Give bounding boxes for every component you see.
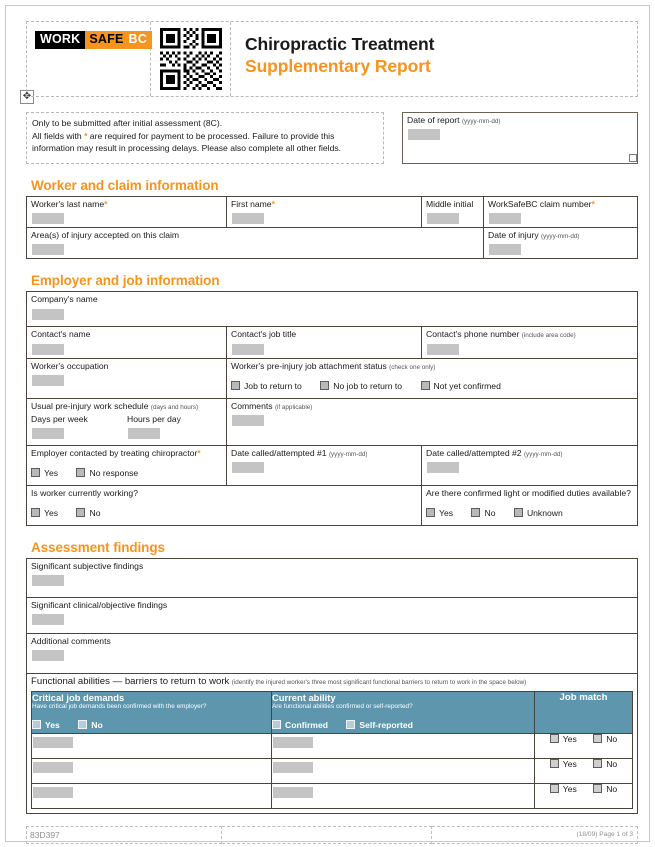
hours-per-day-label: Hours per day [127, 413, 181, 424]
contact-name-label: Contact's name [31, 329, 91, 340]
row2-demand-cell[interactable] [32, 758, 272, 783]
field-objective-findings[interactable] [27, 598, 638, 634]
checkbox-ability-self-reported[interactable]: Self-reported [346, 720, 412, 730]
checkbox-icon[interactable] [471, 508, 480, 517]
move-icon-glyph: ✥ [22, 91, 32, 102]
field-first-name[interactable] [227, 197, 422, 228]
checkbox-icon[interactable] [514, 508, 523, 517]
critical-job-demands-sub: Have critical job demands been confirmed with the employer? [32, 703, 207, 711]
comments-label: Comments (if applicable) [231, 400, 313, 411]
checkbox-critical-demands-no[interactable]: No [78, 720, 102, 730]
checkbox-light-duties-no[interactable]: No [471, 508, 495, 518]
form-footer [26, 826, 638, 844]
table-row [27, 559, 638, 598]
page-frame [5, 5, 650, 842]
row2-ability-input[interactable] [273, 762, 313, 773]
checkbox-row1-match-yes[interactable]: Yes [550, 734, 577, 744]
checkbox-icon[interactable] [31, 508, 40, 517]
field-worker-currently-working [27, 485, 422, 525]
row1-demand-cell[interactable] [32, 733, 272, 758]
date-of-injury-input[interactable] [489, 244, 521, 255]
form-body [26, 21, 638, 844]
functional-abilities-table [31, 691, 633, 809]
middle-initial-input[interactable] [427, 213, 459, 224]
footer-form-code: 83D397 [26, 826, 222, 844]
table-row [32, 783, 633, 808]
checkbox-no-job-to-return-to[interactable]: No job to return to [320, 381, 402, 391]
field-date-called-2[interactable] [422, 445, 638, 485]
checkbox-light-duties-yes[interactable]: Yes [426, 508, 453, 518]
employer-job-table [26, 291, 638, 526]
field-date-of-injury[interactable] [484, 228, 638, 259]
checkbox-worker-working-yes[interactable]: Yes [31, 508, 58, 518]
date-of-report-field[interactable] [402, 112, 638, 164]
row1-demand-input[interactable] [33, 737, 73, 748]
worker-claim-table [26, 196, 638, 259]
col-critical-job-demands [32, 691, 272, 733]
field-contact-phone[interactable] [422, 327, 638, 358]
field-occupation[interactable] [27, 358, 227, 398]
hours-per-day-input[interactable] [128, 428, 160, 439]
areas-of-injury-label: Area(s) of injury accepted on this claim [31, 230, 180, 241]
company-name-input[interactable] [32, 309, 64, 320]
row1-ability-cell[interactable] [272, 733, 535, 758]
title-cell [231, 22, 637, 96]
comments-input[interactable] [232, 415, 264, 426]
table-row [27, 292, 638, 327]
logo-work-text: WORK [35, 31, 85, 49]
row2-ability-cell[interactable] [272, 758, 535, 783]
field-job-attachment-status [227, 358, 638, 398]
checkbox-row2-match-no[interactable]: No [593, 759, 617, 769]
checkbox-icon[interactable] [76, 468, 85, 477]
functional-abilities-section [27, 674, 638, 814]
table-row [27, 445, 638, 485]
table-row [27, 598, 638, 634]
logo-cell [27, 22, 151, 96]
contact-name-input[interactable] [32, 344, 64, 355]
contact-job-title-input[interactable] [232, 344, 264, 355]
table-row [32, 733, 633, 758]
row2-demand-input[interactable] [33, 762, 73, 773]
checkbox-not-yet-confirmed[interactable]: Not yet confirmed [421, 381, 501, 391]
occupation-label: Worker's occupation [31, 360, 109, 371]
checkbox-icon[interactable] [320, 381, 329, 390]
table-row [27, 358, 638, 398]
claim-number-label: WorkSafeBC claim number* [488, 199, 595, 209]
employer-contacted-label: Employer contacted by treating chiropractor* [31, 447, 201, 458]
checkbox-worker-working-no[interactable]: No [76, 508, 100, 518]
checkbox-icon[interactable] [593, 759, 602, 768]
worker-last-name-input[interactable] [32, 213, 64, 224]
field-worker-last-name[interactable] [27, 197, 227, 228]
required-asterisk: * [84, 130, 88, 141]
areas-of-injury-input[interactable] [32, 244, 64, 255]
instructions-row [26, 112, 638, 164]
col-job-match: Job match [535, 691, 633, 733]
date-called-2-label: Date called/attempted #2 (yyyy-mm-dd) [426, 447, 563, 458]
days-per-week-label: Days per week [31, 413, 88, 424]
checkbox-row3-match-no[interactable]: No [593, 784, 617, 794]
checkbox-icon[interactable] [76, 508, 85, 517]
footer-middle [222, 826, 432, 844]
subjective-findings-label: Significant subjective findings [31, 561, 144, 572]
checkbox-light-duties-unknown[interactable]: Unknown [514, 508, 563, 518]
occupation-input[interactable] [32, 375, 64, 386]
checkbox-row3-match-yes[interactable]: Yes [550, 784, 577, 794]
date-format-hint: (yyyy-mm-dd) [461, 118, 501, 125]
company-name-label: Company's name [31, 294, 98, 305]
objective-findings-input[interactable] [32, 614, 64, 625]
logo-bc-text: BC [127, 31, 152, 49]
table-row [27, 197, 638, 228]
date-of-injury-label: Date of injury (yyyy-mm-dd) [488, 230, 580, 241]
date-of-report-label: Date of report (yyyy-mm-dd) [407, 115, 501, 125]
contact-job-title-label: Contact's job title [231, 329, 297, 340]
field-middle-initial[interactable] [422, 197, 484, 228]
field-comments[interactable] [227, 398, 638, 445]
checkbox-icon[interactable] [550, 759, 559, 768]
functional-abilities-title: Functional abilities — barriers to return to work (identify the injured worker's three most significant functional barriers to return to work in the space below) [31, 676, 527, 688]
job-attachment-label: Worker's pre-injury job attachment status (check one only) [231, 360, 436, 371]
checkbox-employer-contacted-yes[interactable]: Yes [31, 468, 58, 478]
checkbox-row2-match-yes[interactable]: Yes [550, 759, 577, 769]
claim-number-input[interactable] [489, 213, 521, 224]
footer-page-info: (18/09) Page 1 of 3 [432, 826, 638, 844]
worksafebc-logo [35, 31, 152, 49]
page-subtitle: Supplementary Report [245, 55, 431, 76]
current-ability-title: Current ability [272, 691, 336, 703]
checkbox-icon[interactable] [593, 734, 602, 743]
row1-ability-input[interactable] [273, 737, 313, 748]
date-called-2-input[interactable] [427, 462, 459, 473]
row3-demand-input[interactable] [33, 787, 73, 798]
additional-comments-label: Additional comments [31, 636, 111, 647]
table-row [27, 398, 638, 445]
qr-code-icon [160, 28, 222, 90]
row2-job-match-cell [535, 758, 633, 783]
table-row [32, 758, 633, 783]
section-heading-employer: Employer and job information [31, 273, 220, 289]
date-called-1-label: Date called/attempted #1 (yyyy-mm-dd) [231, 447, 368, 458]
checkbox-row1-match-no[interactable]: No [593, 734, 617, 744]
checkbox-critical-demands-yes[interactable]: Yes [32, 720, 60, 730]
checkbox-icon[interactable] [550, 734, 559, 743]
page-title: Chiropractic Treatment [245, 34, 435, 54]
field-employer-contacted [27, 445, 227, 485]
light-duties-label: Are there confirmed light or modified duties available? [426, 487, 631, 498]
checkbox-icon[interactable] [272, 720, 281, 729]
instruction-line-2: All fields with * are required for payment to be processed. Failure to provide this information may result in processing delays. Please also complete all other fields. [32, 130, 342, 154]
row3-ability-cell[interactable] [272, 783, 535, 808]
checkbox-icon[interactable] [78, 720, 87, 729]
worker-last-name-label: Worker's last name* [31, 199, 108, 209]
additional-comments-input[interactable] [32, 650, 64, 661]
critical-job-demands-title: Critical job demands [32, 691, 125, 703]
days-per-week-input[interactable] [32, 428, 64, 439]
instruction-line-1: Only to be submitted after initial assessment (8C). [32, 118, 223, 128]
field-work-schedule [27, 398, 227, 445]
row3-demand-cell[interactable] [32, 783, 272, 808]
table-row [27, 228, 638, 259]
field-date-called-1[interactable] [227, 445, 422, 485]
table-row [27, 485, 638, 525]
checkbox-job-to-return-to[interactable]: Job to return to [231, 381, 302, 391]
logo-safe-text: SAFE [85, 31, 126, 49]
first-name-input[interactable] [232, 213, 264, 224]
checkbox-icon[interactable] [421, 381, 430, 390]
contact-phone-input[interactable] [427, 344, 459, 355]
field-areas-of-injury[interactable] [27, 228, 484, 259]
contact-phone-label: Contact's phone number (include area code) [426, 329, 576, 340]
checkbox-icon[interactable] [31, 468, 40, 477]
objective-findings-label: Significant clinical/objective findings [31, 600, 168, 611]
field-company-name[interactable] [27, 292, 638, 327]
checkbox-icon[interactable] [550, 784, 559, 793]
worker-working-label: Is worker currently working? [31, 487, 138, 498]
row1-job-match-cell [535, 733, 633, 758]
first-name-label: First name* [231, 199, 275, 209]
field-additional-comments[interactable] [27, 634, 638, 674]
checkbox-icon[interactable] [32, 720, 41, 729]
checkbox-icon[interactable] [346, 720, 355, 729]
table-row [27, 327, 638, 358]
field-subjective-findings[interactable] [27, 559, 638, 598]
field-contact-job-title[interactable] [227, 327, 422, 358]
date-of-report-input[interactable] [408, 129, 440, 140]
row3-job-match-cell [535, 783, 633, 808]
middle-initial-label: Middle initial [426, 199, 474, 209]
table-row [27, 634, 638, 674]
table-row [27, 674, 638, 814]
current-ability-sub: Are functional abilities confirmed or self-reported? [272, 703, 413, 711]
checkbox-employer-contacted-no-response[interactable]: No response [76, 468, 138, 478]
work-schedule-label: Usual pre-injury work schedule (days and hours) [31, 400, 199, 411]
checkbox-icon[interactable] [426, 508, 435, 517]
checkbox-icon[interactable] [231, 381, 240, 390]
section-heading-assessment: Assessment findings [31, 540, 165, 556]
section-heading-worker: Worker and claim information [31, 178, 219, 193]
col-current-ability [272, 691, 535, 733]
qr-cell [151, 22, 231, 96]
field-contact-name[interactable] [27, 327, 227, 358]
assessment-findings-table [26, 558, 638, 814]
row3-ability-input[interactable] [273, 787, 313, 798]
table-header-row [32, 691, 633, 733]
instructions-block [26, 112, 384, 164]
field-claim-number[interactable] [484, 197, 638, 228]
field-light-duties [422, 485, 638, 525]
checkbox-ability-confirmed[interactable]: Confirmed [272, 720, 328, 730]
form-header [26, 21, 638, 97]
subjective-findings-input[interactable] [32, 575, 64, 586]
checkbox-icon[interactable] [593, 784, 602, 793]
date-called-1-input[interactable] [232, 462, 264, 473]
